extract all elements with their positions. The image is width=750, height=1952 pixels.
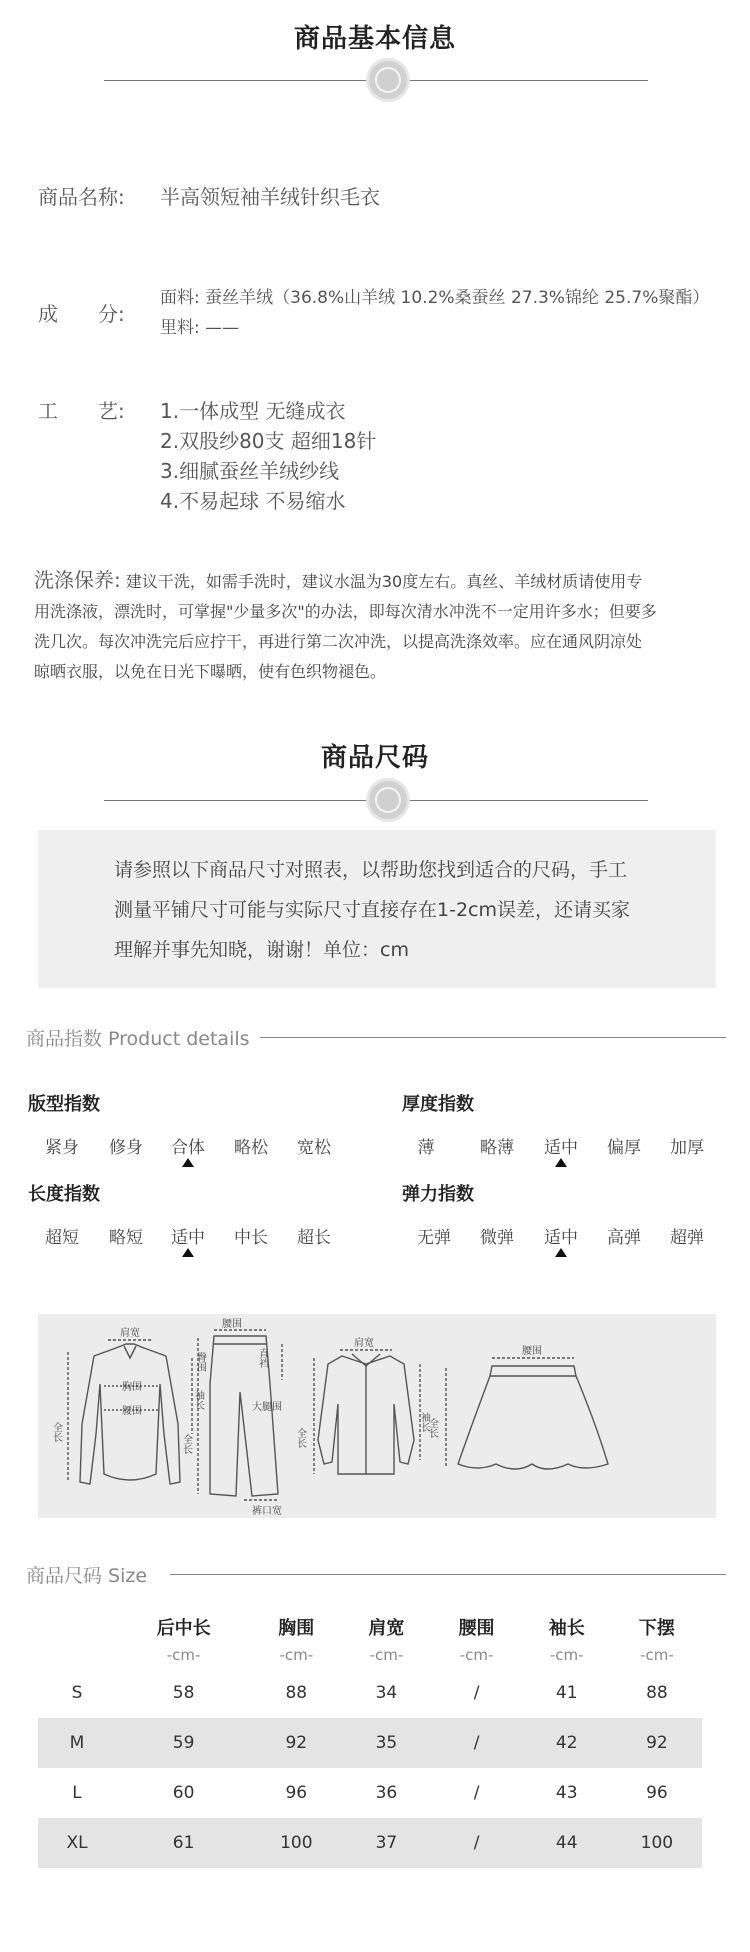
index-option: 偏厚 [607,1138,641,1158]
product-name-value: 半高领短袖羊绒针织毛衣 [160,185,380,209]
selected-marker-icon [555,1158,567,1167]
index-option-selected: 适中 [171,1228,205,1248]
column-header: 肩宽 [368,1618,405,1639]
care-line: 晾晒衣服，以免在日光下曝晒，使有色织物褪色。 [34,662,387,681]
fabric-text: 面料: 蚕丝羊绒（36.8%山羊绒 10.2%桑蚕丝 27.3%锦纶 25.7%聚酯） [160,288,710,308]
column-header: 下摆 [638,1618,675,1639]
table-cell: 59 [116,1718,251,1768]
index-option: 修身 [109,1138,143,1158]
unit-label: -cm- [166,1646,201,1664]
diagram-label: 腰围 [522,1346,542,1357]
table-cell: 60 [172,1783,195,1803]
column-header: 袖长 [548,1618,585,1639]
index-option: 略松 [234,1138,268,1158]
table-cell: 92 [612,1718,702,1768]
index-option-selected: 合体 [171,1138,205,1158]
diagram-label: 全长 [426,1418,438,1438]
table-cell: / [473,1683,480,1703]
table-cell: 92 [251,1718,341,1768]
table-cell: / [432,1718,522,1768]
heading-rule [170,1574,726,1575]
craft-item: 3.细腻蚕丝羊绒纱线 [160,459,340,483]
table-cell: 100 [612,1818,702,1868]
selected-marker-icon [182,1248,194,1257]
index-option: 高弹 [607,1228,641,1248]
table-cell: 43 [555,1783,578,1803]
craft-item: 1.一体成型 无缝成衣 [160,399,346,423]
shirt-sketch-icon [314,1350,420,1474]
diagram-label: 大腿围 [252,1402,282,1413]
unit-label: -cm- [640,1646,674,1664]
table-cell: 88 [285,1683,308,1703]
table-row [38,1668,702,1718]
diagram-label: 直裆 [256,1348,268,1368]
diagram-label: 肩宽 [120,1328,140,1339]
diagram-label: 全长 [294,1428,306,1448]
craft-label: 工 艺: [38,399,125,423]
size-table [38,1612,702,1868]
table-cell: 41 [555,1683,578,1703]
table-cell: / [432,1818,522,1868]
index-option: 超短 [45,1228,79,1248]
table-cell: 36 [375,1783,398,1803]
diagram-label: 全长 [50,1422,62,1442]
composition-label: 成 分: [38,302,125,326]
pants-sketch-icon [198,1330,282,1500]
size-cell: M [38,1718,116,1768]
table-cell: 35 [341,1718,431,1768]
notice-line: 请参照以下商品尺寸对照表，以帮助您找到适合的尺码，手工 [114,859,628,881]
diagram-label: 袖长 [418,1412,430,1432]
product-details-heading: 商品指数 Product details [26,1028,250,1050]
table-cell: 34 [375,1683,398,1703]
emblem-icon [366,778,410,822]
index-group-title: 厚度指数 [402,1094,474,1115]
index-option: 略短 [109,1228,143,1248]
unit-label: -cm- [459,1646,494,1664]
diagram-label: 肩宽 [354,1338,374,1349]
selected-marker-icon [182,1158,194,1167]
index-option: 加厚 [670,1138,704,1158]
index-option-selected: 适中 [544,1228,578,1248]
table-cell: 37 [341,1818,431,1868]
size-notice-box [38,830,716,988]
selected-marker-icon [555,1248,567,1257]
index-option-selected: 适中 [544,1138,578,1158]
diagram-label: 胸围 [122,1382,142,1393]
product-name-label: 商品名称: [38,185,125,209]
size-cell: L [72,1783,82,1803]
unit-label: -cm- [279,1646,314,1664]
index-option: 紧身 [45,1138,79,1158]
diagram-label: 腰围 [122,1406,142,1417]
index-option: 薄 [417,1138,435,1158]
diagram-label: 袖长 [192,1390,204,1410]
table-header-row [38,1612,702,1642]
unit-label: -cm- [369,1646,404,1664]
table-row [38,1718,702,1768]
index-option: 宽松 [297,1138,331,1158]
skirt-sketch-icon [446,1358,608,1469]
index-option: 略薄 [480,1138,514,1158]
table-cell: 42 [522,1718,612,1768]
garment-sketches [38,1314,716,1518]
craft-item: 4.不易起球 不易缩水 [160,489,346,513]
index-group-title: 弹力指数 [402,1184,474,1205]
index-group-title: 长度指数 [28,1184,100,1205]
diagram-label: 腰围 [222,1319,242,1330]
table-cell: 88 [646,1683,668,1703]
index-option: 超弹 [670,1228,704,1248]
heading-rule [260,1037,726,1038]
notice-line: 测量平铺尺寸可能与实际尺寸直接存在1-2cm误差，还请买家 [114,899,630,921]
index-option: 无弹 [417,1228,451,1248]
notice-line: 理解并事先知晓，谢谢！单位：cm [114,939,409,961]
unit-label: -cm- [549,1646,584,1664]
care-line: 建议干洗，如需手洗时，建议水温为30度左右。真丝、羊绒材质请使用专 [125,572,643,591]
table-cell: / [473,1783,480,1803]
section-title-size: 商品尺码 [320,743,429,773]
index-option: 超长 [297,1228,331,1248]
section-title-basic-info: 商品基本信息 [293,24,456,54]
table-cell: 58 [172,1683,195,1703]
index-option: 微弹 [480,1228,514,1248]
table-cell: 100 [251,1818,341,1868]
table-cell: 44 [522,1818,612,1868]
measurement-diagram [38,1314,716,1518]
table-row [38,1768,702,1818]
size-heading: 商品尺码 Size [26,1565,148,1587]
unit-row [38,1642,702,1668]
column-header: 腰围 [458,1618,495,1639]
emblem-icon [366,58,410,102]
craft-item: 2.双股纱80支 超细18针 [160,429,377,453]
index-option: 中长 [234,1228,268,1248]
care-line: 用洗涤液，漂洗时，可掌握"少量多次"的办法，即每次清水冲洗不一定用许多水；但要多 [34,602,657,621]
column-header: 后中长 [156,1618,211,1639]
diagram-label: 裤口宽 [252,1506,282,1517]
lining-text: 里料: —— [160,318,240,338]
care-paragraph [34,565,724,687]
table-cell: 96 [285,1783,308,1803]
index-group-title: 版型指数 [28,1094,100,1115]
size-cell: XL [38,1818,116,1868]
table-cell: 96 [646,1783,668,1803]
diagram-label: 全长 [180,1434,192,1454]
size-cell: S [71,1683,83,1703]
care-line: 洗几次。每次冲洗完后应拧干，再进行第二次冲洗，以提高洗涤效率。应在通风阴凉处 [34,632,643,651]
table-row [38,1818,702,1868]
care-label: 洗涤保养: [34,568,121,592]
table-cell: 61 [116,1818,251,1868]
column-header: 胸围 [278,1618,315,1639]
diagram-label: 臀围 [194,1352,206,1372]
